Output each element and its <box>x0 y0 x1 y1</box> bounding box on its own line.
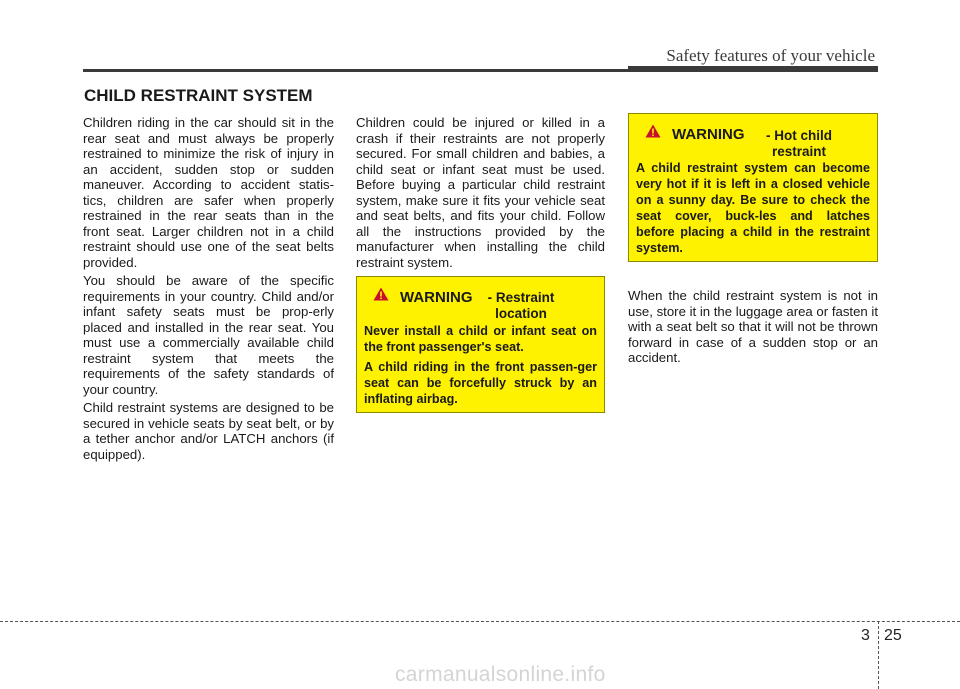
warning-box-restraint-location <box>356 276 605 413</box>
column-1 <box>83 115 334 465</box>
chapter-number: 3 <box>861 627 870 644</box>
paragraph: Children riding in the car should sit in the rear seat and must always be properly restrained to minimize the risk of injury in an accident, sudden stop or sudden maneuver. According to accident statis-tics, children are safer when properly restrained in the rear seats than in the front seat. Larger children not in a child restraint should use one of the seat belts provided. <box>83 115 334 270</box>
header-rule-accent <box>628 66 878 72</box>
warning-body <box>636 160 870 256</box>
warning-header <box>636 114 870 160</box>
warning-header <box>364 277 597 323</box>
warning-text: A child restraint system can become very hot if it is left in a closed vehicle on a sunny day. Be sure to check the seat cover, buck-les and latches before placing a child in the restraint system. <box>636 161 870 255</box>
footer-divider <box>878 621 879 689</box>
paragraph: You should be aware of the specific requirements in your country. Child and/or infant safety seats must be prop-erly placed and installed in the rear seat. You must use a commercially available child restraint system that meets the requirements of the safety standards of your country. <box>83 273 334 397</box>
column-3 <box>628 288 878 369</box>
warning-box-hot-child-restraint <box>628 113 878 262</box>
paragraph: Children could be injured or killed in a crash if their restraints are not properly secured. For small children and babies, a child seat or infant seat must be used. Before buying a particular child restraint system, make sure it fits your vehicle seat and seat belts, and fits your child. Follow all the instructions provided by the manufacturer when installing the child restraint system. <box>356 115 605 270</box>
footer-rule <box>0 621 960 622</box>
warning-triangle-icon <box>373 287 389 301</box>
warning-label: WARNING <box>400 289 473 306</box>
watermark: carmanualsonline.info <box>395 663 606 686</box>
warning-text: Never install a child or infant seat on the front passenger's seat. <box>364 324 597 354</box>
warning-triangle-icon <box>645 124 661 138</box>
paragraph: Child restraint systems are designed to be secured in vehicle seats by seat belt, or by a tether anchor and/or LATCH anchors (if equipped). <box>83 400 334 462</box>
section-header: Safety features of your vehicle <box>666 46 875 65</box>
page-number: 25 <box>884 627 902 644</box>
page-title: CHILD RESTRAINT SYSTEM <box>84 86 313 105</box>
paragraph: When the child restraint system is not in use, store it in the luggage area or fasten it with a seat belt so that it will not be thrown forward in case of a sudden stop or an accident. <box>628 288 878 365</box>
warning-text: A child riding in the front passen-ger seat can be forcefully struck by an inflating airbag. <box>364 360 597 406</box>
warning-subject: - Hot child restraint <box>766 128 832 159</box>
column-2 <box>356 115 605 273</box>
warning-subject: - Restraint location <box>487 290 555 321</box>
warning-body <box>364 323 597 407</box>
warning-label: WARNING <box>672 126 745 143</box>
